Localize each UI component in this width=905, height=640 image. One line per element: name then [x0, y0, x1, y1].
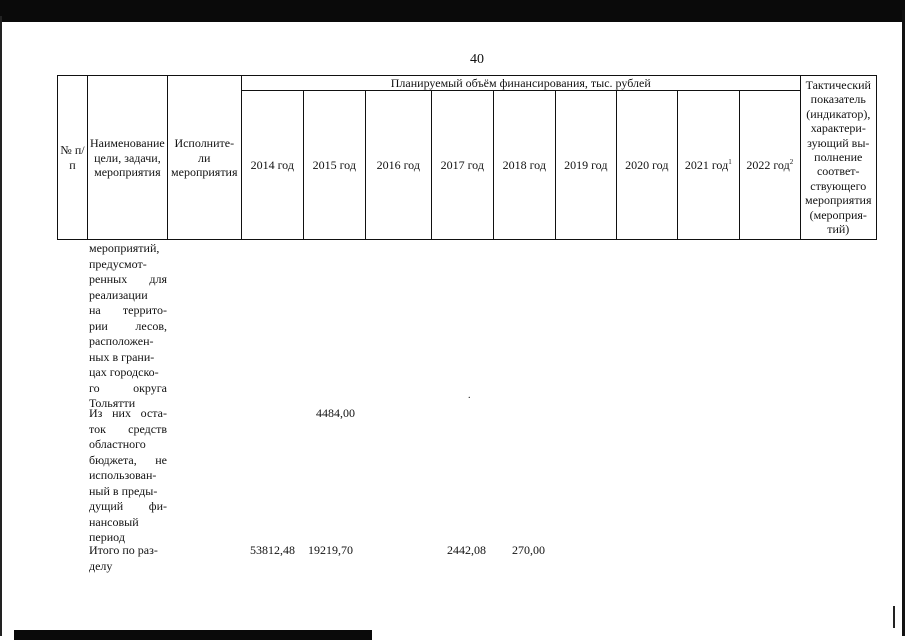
header-year-2019: 2019 год — [555, 91, 616, 240]
scan-bottom-border — [14, 630, 372, 640]
row-3-value-2015: 19219,70 — [308, 543, 353, 557]
header-indicator: Тактический показатель (индикатор), характери- зующий вы- полнение соответ- ствующего мероприятия (мероприя- тий) — [800, 76, 876, 240]
funding-header-table — [57, 75, 877, 240]
row-3-value-2017: 2442,08 — [447, 543, 486, 557]
header-year-2015: 2015 год — [303, 91, 365, 240]
header-year-2020: 2020 год — [616, 91, 677, 240]
header-year-2014: 2014 год — [241, 91, 303, 240]
scan-speck: . — [468, 390, 471, 401]
scan-top-border — [0, 0, 905, 22]
header-year-2016: 2016 год — [365, 91, 431, 240]
header-name: Наименование цели, задачи, мероприятия — [88, 76, 168, 240]
header-year-2018: 2018 год — [493, 91, 555, 240]
row-3-name: Итого по раз- делу — [89, 543, 158, 573]
header-year-2017: 2017 год — [431, 91, 493, 240]
row-2-name: Из них оста- ток средств областного бюджета, не использован- ный в преды- дущий фи- нансовый период — [89, 406, 167, 544]
page-number: 40 — [470, 52, 484, 67]
row-1-name: мероприятий, предусмот- ренных для реализации на террито- рии лесов, расположен- ных в грани- цах городско- го округа Тольятти — [89, 241, 167, 410]
row-2-value-2015: 4484,00 — [316, 406, 355, 420]
header-funding-title: Планируемый объём финансирования, тыс. рублей — [241, 76, 800, 91]
row-3-value-2014: 53812,48 — [250, 543, 295, 557]
header-executors: Исполните- ли мероприятия — [167, 76, 241, 240]
scan-corner-mark — [893, 606, 904, 628]
header-number: № п/п — [58, 76, 88, 240]
header-year-2022: 2022 год$^2$ — [739, 91, 800, 240]
scan-left-border — [0, 16, 2, 636]
header-year-2021: 2021 год$^1$ — [677, 91, 739, 240]
row-3-value-2018: 270,00 — [512, 543, 545, 557]
